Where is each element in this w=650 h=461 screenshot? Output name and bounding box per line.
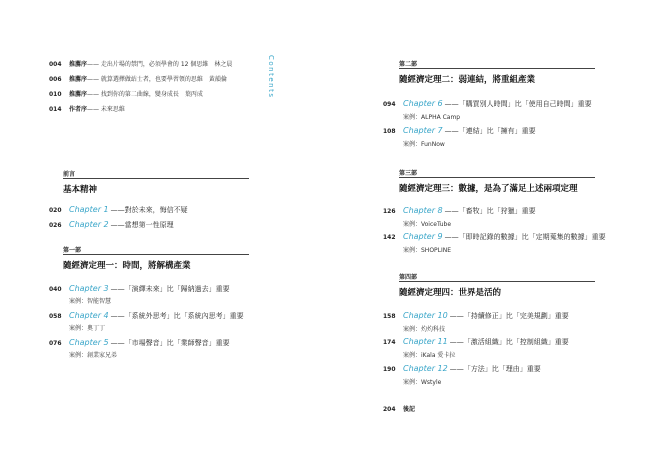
case-study: 案例：Wstyle bbox=[403, 379, 442, 386]
front-entry[interactable] bbox=[49, 74, 227, 83]
page-number: 006 bbox=[49, 76, 62, 83]
section-label: 第二部 bbox=[399, 61, 418, 68]
page-number: 142 bbox=[383, 234, 396, 241]
section-divider bbox=[399, 68, 595, 69]
chapter-title: ——「演繹未來」比「歸納過去」重要 bbox=[110, 285, 230, 293]
front-entry[interactable] bbox=[49, 59, 232, 68]
chapter-label: Chapter 12 bbox=[403, 364, 448, 373]
chapter-label: Chapter 5 bbox=[69, 338, 109, 347]
chapter-entry[interactable] bbox=[49, 284, 230, 294]
entry-text: —— 未來思維 bbox=[87, 106, 125, 113]
page-number: 058 bbox=[49, 313, 62, 320]
chapter-label: Chapter 4 bbox=[69, 311, 109, 320]
chapter-entry[interactable] bbox=[49, 338, 230, 348]
page-number: 174 bbox=[383, 339, 396, 346]
case-study: 案例：SHOPLINE bbox=[403, 247, 452, 254]
chapter-title: ——「系統外思考」比「系統內思考」重要 bbox=[110, 312, 244, 320]
section-divider bbox=[63, 178, 249, 179]
chapter-title: ——當想第一性原理 bbox=[110, 221, 174, 229]
chapter-entry[interactable] bbox=[49, 205, 188, 215]
chapter-title: ——「持續修正」比「完美規劃」重要 bbox=[449, 312, 569, 320]
section-title: 隨經濟定理一：時間，將解構產業 bbox=[63, 261, 191, 271]
case-study: 案例：智能智慧 bbox=[69, 298, 112, 305]
chapter-title: ——「方法」比「理由」重要 bbox=[449, 365, 541, 373]
chapter-title: ——「畜牧」比「狩獵」重要 bbox=[444, 207, 536, 215]
section-label: 第四部 bbox=[399, 274, 418, 281]
chapter-entry[interactable] bbox=[383, 126, 536, 136]
entry-tag: 推薦序 bbox=[69, 61, 88, 68]
entry-tag: 推薦序 bbox=[69, 91, 88, 98]
page-number: 204 bbox=[383, 406, 396, 413]
chapter-title: ——對於未來，悔信不疑 bbox=[110, 206, 188, 214]
entry-text: —— 走出片場的禁門，必須學會的 12 個思維 林之晨 bbox=[87, 61, 233, 68]
section-title: 隨經濟定理三：數據，是為了滿足上述兩項定理 bbox=[399, 184, 578, 194]
chapter-title: ——「連結」比「擁有」重要 bbox=[444, 127, 536, 135]
page-number: 126 bbox=[383, 208, 396, 215]
page-number: 094 bbox=[383, 101, 396, 108]
page-number: 010 bbox=[49, 91, 62, 98]
chapter-label: Chapter 1 bbox=[69, 205, 109, 214]
chapter-label: Chapter 7 bbox=[403, 126, 443, 135]
entry-tag: 推薦序 bbox=[69, 76, 88, 83]
case-study: 案例：奧丁丁 bbox=[69, 325, 106, 332]
chapter-label: Chapter 2 bbox=[69, 220, 109, 229]
entry-text: —— 找到你的第二曲線，變身成長 葉丙成 bbox=[87, 91, 203, 98]
entry-text: —— 就算選擇做站士者，也要學習領的思維 黃韻倫 bbox=[87, 76, 227, 83]
chapter-label: Chapter 8 bbox=[403, 206, 443, 215]
page-number: 108 bbox=[383, 128, 396, 135]
section-label: 前言 bbox=[63, 171, 76, 178]
section-divider bbox=[399, 281, 595, 282]
section-label: 第三部 bbox=[399, 170, 418, 177]
case-study: 案例：創業家兄弟 bbox=[69, 352, 118, 359]
chapter-entry[interactable] bbox=[383, 364, 541, 374]
contents-label: Contents bbox=[267, 55, 275, 99]
chapter-entry[interactable] bbox=[49, 220, 174, 230]
chapter-title: ——「激活組織」比「控制組織」重要 bbox=[449, 338, 569, 346]
chapter-title: ——「購買別人時間」比「使用自己時間」重要 bbox=[444, 100, 592, 108]
chapter-label: Chapter 10 bbox=[403, 311, 448, 320]
chapter-label: Chapter 6 bbox=[403, 99, 443, 108]
section-divider bbox=[399, 177, 595, 178]
chapter-entry[interactable] bbox=[383, 206, 536, 216]
case-study: 案例：iKala 愛卡拉 bbox=[403, 352, 456, 359]
afterword-entry[interactable] bbox=[383, 404, 415, 413]
entry-tag: 作者序 bbox=[69, 106, 88, 113]
section-title: 基本精神 bbox=[63, 185, 98, 195]
page-number: 014 bbox=[49, 106, 62, 113]
page-number: 004 bbox=[49, 61, 62, 68]
chapter-title: ——「即時記錄的數據」比「定期蒐集的數據」重要 bbox=[444, 233, 606, 241]
section-title: 隨經濟定理二：弱連結，將重組產業 bbox=[399, 75, 536, 85]
chapter-entry[interactable] bbox=[383, 99, 592, 109]
chapter-entry[interactable] bbox=[383, 311, 569, 321]
case-study: 案例：ALPHA Camp bbox=[403, 114, 461, 121]
page-number: 190 bbox=[383, 366, 396, 373]
chapter-title: ——「市場聲音」比「業師聲音」重要 bbox=[110, 339, 230, 347]
chapter-label: Chapter 11 bbox=[403, 337, 448, 346]
chapter-label: Chapter 9 bbox=[403, 232, 443, 241]
chapter-entry[interactable] bbox=[383, 337, 569, 347]
front-entry[interactable] bbox=[49, 89, 203, 98]
section-divider bbox=[63, 254, 249, 255]
chapter-label: Chapter 3 bbox=[69, 284, 109, 293]
section-label: 第一部 bbox=[63, 247, 82, 254]
page-number: 076 bbox=[49, 340, 62, 347]
chapter-entry[interactable] bbox=[49, 311, 244, 321]
page-number: 020 bbox=[49, 207, 62, 214]
afterword-label: 後記 bbox=[403, 406, 416, 413]
case-study: 案例：FunNow bbox=[403, 141, 445, 148]
page-number: 158 bbox=[383, 313, 396, 320]
case-study: 案例：VoiceTube bbox=[403, 221, 452, 228]
page-number: 026 bbox=[49, 222, 62, 229]
section-title: 隨經濟定理四：世界是活的 bbox=[399, 288, 502, 298]
case-study: 案例：灼灼科技 bbox=[403, 326, 446, 333]
page-number: 040 bbox=[49, 286, 62, 293]
chapter-entry[interactable] bbox=[383, 232, 606, 242]
front-entry[interactable] bbox=[49, 104, 125, 113]
